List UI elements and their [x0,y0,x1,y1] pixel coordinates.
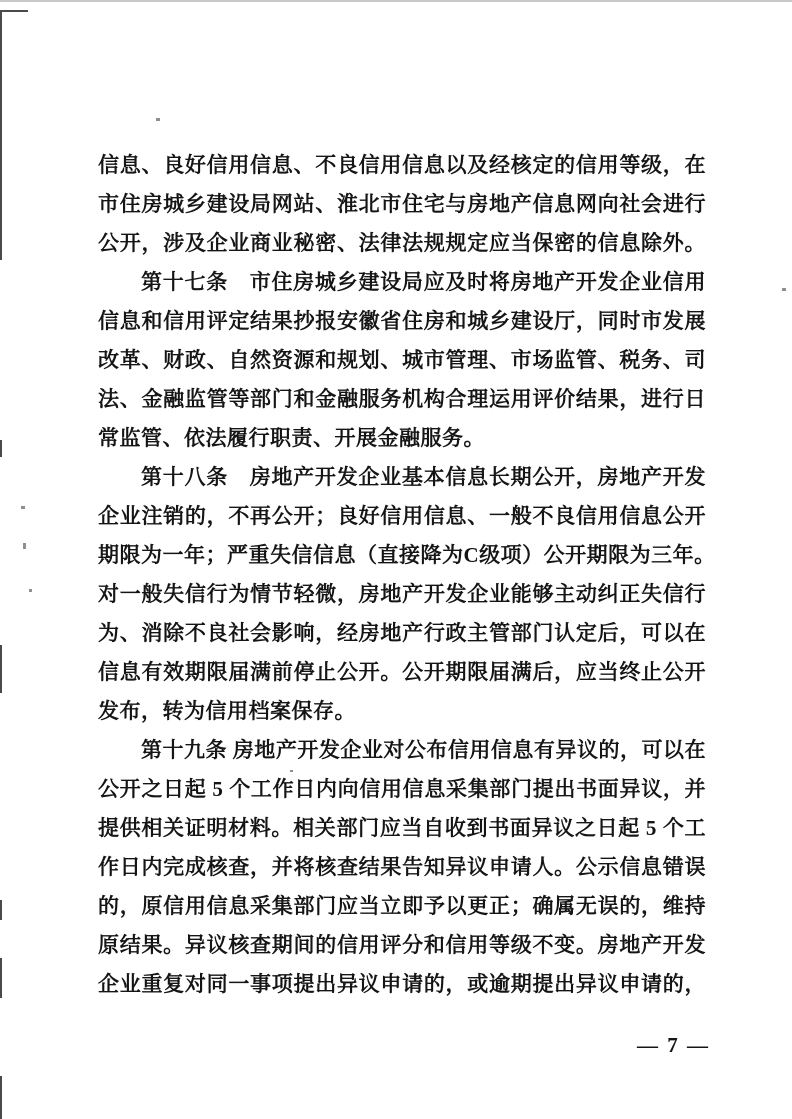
scan-edge-top-line [0,0,792,2]
text-line: 为、消除不良社会影响，经房地产行政主管部门认定后，可以在 [98,621,706,645]
text-line: 提供相关证明材料。相关部门应当自收到书面异议之日起 5 个工 [98,816,706,840]
scan-speck-5 [782,288,786,291]
text-line: 常监管、依法履行职责、开展金融服务。 [98,426,485,450]
scan-speck-4 [29,589,32,592]
article-19-heading-line: 第十九条 房地产开发企业对公布信用信息有异议的，可以在 [141,738,706,762]
scan-artifact-left-edge-1 [0,12,2,260]
text-line: 信息和信用评定结果抄报安徽省住房和城乡建设厅，同时市发展 [98,309,706,333]
paragraph-article-19 [98,731,706,1004]
scan-speck-1 [156,118,160,121]
text-line: 市住房城乡建设局网站、淮北市住宅与房地产信息网向社会进行 [98,192,706,216]
text-line: 公开，涉及企业商业秘密、法律法规规定应当保密的信息除外。 [98,231,706,255]
text-line: 期限为一年；严重失信信息（直接降为C级项）公开期限为三年。 [98,543,716,567]
text-line: 企业重复对同一事项提出异议申请的，或逾期提出异议申请的， [98,972,706,996]
paragraph-continuation [98,146,706,263]
text-block [98,146,716,1004]
scan-artifact-left-edge-6 [0,1076,2,1119]
scan-artifact-left-edge-3 [0,645,2,693]
article-18-heading-line: 第十八条 房地产开发企业基本信息长期公开，房地产开发 [141,465,706,489]
scan-speck-2 [21,506,25,509]
text-line: 的，原信用信息采集部门应当立即予以更正；确属无误的，维持 [98,894,706,918]
paragraph-article-18 [98,458,716,731]
scan-artifact-left-edge-5 [0,958,2,998]
scan-artifact-top-left-horizontal [0,10,28,12]
text-line: 企业注销的，不再公开；良好信用信息、一般不良信用信息公开 [98,504,706,528]
page-number: — 7 — [637,1033,710,1057]
text-line: 作日内完成核查，并将核查结果告知异议申请人。公示信息错误 [98,855,706,879]
text-line: 公开之日起 5 个工作日内向信用信息采集部门提出书面异议，并 [98,777,706,801]
text-line: 法、金融监管等部门和金融服务机构合理运用评价结果，进行日 [98,387,706,411]
scan-artifact-left-edge-2 [0,440,2,457]
text-line: 对一般失信行为情节轻微，房地产开发企业能够主动纠正失信行 [98,582,706,606]
scan-speck-3 [23,543,26,549]
text-line: 信息、良好信用信息、不良信用信息以及经核定的信用等级，在 [98,153,706,177]
scan-artifact-left-edge-4 [0,900,2,920]
text-line: 信息有效期限届满前停止公开。公开期限届满后，应当终止公开 [98,660,706,684]
article-17-heading-line: 第十七条 市住房城乡建设局应及时将房地产开发企业信用 [141,270,706,294]
text-line: 原结果。异议核查期间的信用评分和信用等级不变。房地产开发 [98,933,706,957]
text-line: 改革、财政、自然资源和规划、城市管理、市场监管、税务、司 [98,348,706,372]
text-line: 发布，转为信用档案保存。 [98,699,356,723]
paragraph-article-17 [98,263,706,458]
